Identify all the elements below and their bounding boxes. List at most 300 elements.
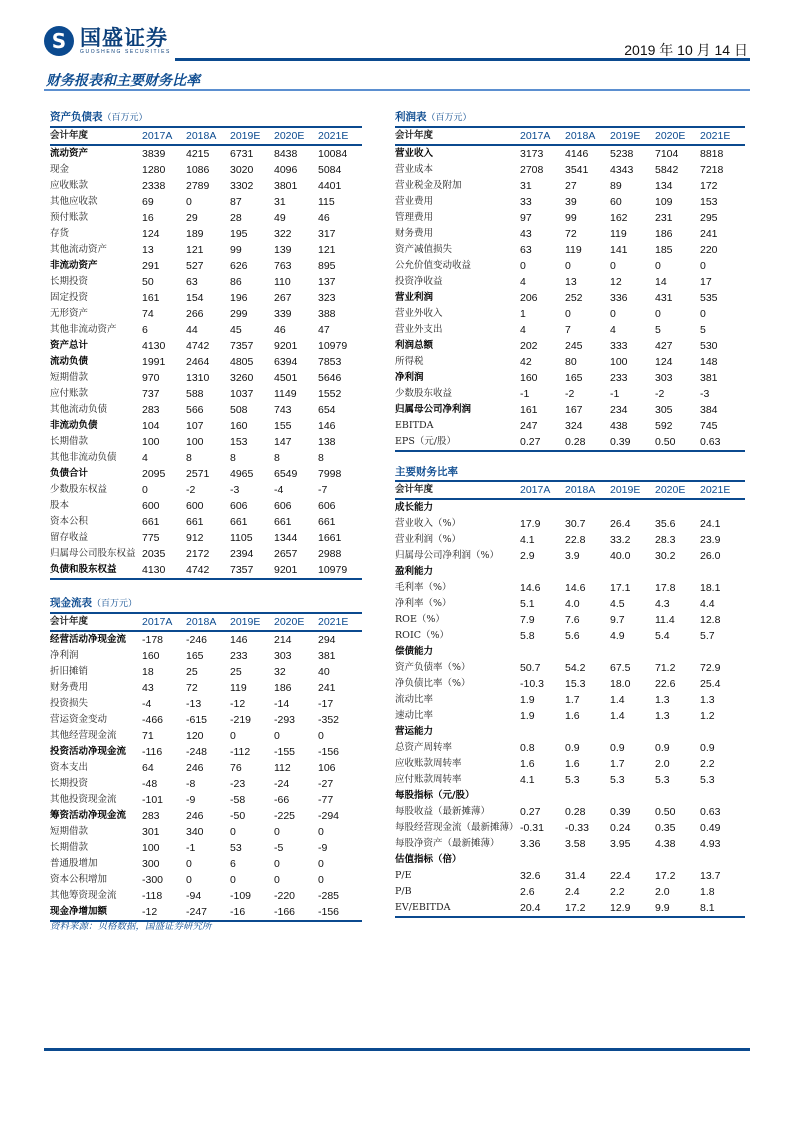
row-label: 流动负债 <box>50 356 89 367</box>
cell-value: 438 <box>610 420 628 432</box>
cell-value: 381 <box>700 372 718 384</box>
cell-value: 119 <box>610 228 627 240</box>
table-row <box>395 290 745 306</box>
cell-value: 54.2 <box>565 662 586 674</box>
table-row <box>50 744 362 760</box>
cell-value: 6731 <box>230 148 254 160</box>
cell-value: 3302 <box>230 180 254 192</box>
cell-value: 305 <box>655 404 673 416</box>
cell-value: 333 <box>610 340 628 352</box>
cell-value: 189 <box>186 228 204 240</box>
cell-value: 119 <box>565 244 582 256</box>
cell-value: 53 <box>230 842 242 854</box>
cell-value: 1.9 <box>520 694 535 706</box>
table-row <box>395 532 745 548</box>
cell-value: 0.63 <box>700 434 745 451</box>
cell-value: 146 <box>318 420 336 432</box>
table-row <box>395 145 745 162</box>
cell-value <box>520 564 565 580</box>
row-label: EV/EBITDA <box>395 900 520 917</box>
table-row <box>50 872 362 888</box>
cell-value: 33 <box>520 196 532 208</box>
row-label: 其他非流动负债 <box>50 452 117 463</box>
cell-value: 28.3 <box>655 534 676 546</box>
cell-value: 317 <box>318 228 336 240</box>
cell-value: 31 <box>520 180 532 192</box>
cell-value: 0 <box>655 260 661 272</box>
logo-en-text: GUOSHENG SECURITIES <box>80 48 171 55</box>
cell-value: 160 <box>142 650 160 662</box>
cell-value: 1.9 <box>520 710 535 722</box>
year-header: 2018A <box>565 127 610 145</box>
cell-value: 1310 <box>186 372 210 384</box>
header-label: 会计年度 <box>395 481 520 499</box>
cell-value: 427 <box>655 340 673 352</box>
cell-value: 1.2 <box>700 710 715 722</box>
cell-value: 14 <box>655 276 667 288</box>
cell-value: -4 <box>274 484 284 496</box>
cell-value: 291 <box>142 260 160 272</box>
cell-value: -23 <box>230 778 246 790</box>
cell-value <box>565 788 610 804</box>
row-label: 短期借款 <box>50 826 89 837</box>
cell-value: -155 <box>274 746 296 758</box>
cell-value: -5 <box>274 842 284 854</box>
cell-value: 303 <box>655 372 673 384</box>
table-row <box>50 482 362 498</box>
cell-value: 0 <box>700 308 706 320</box>
cell-value: 27 <box>565 180 577 192</box>
cell-value: -166 <box>274 904 318 921</box>
table-row <box>50 210 362 226</box>
cell-value <box>610 852 655 868</box>
year-header: 2020E <box>655 481 700 499</box>
row-label: 营业收入 <box>395 148 434 159</box>
row-label: 资本公积增加 <box>50 874 108 885</box>
cell-value: 2.4 <box>565 886 580 898</box>
cell-value: 3.9 <box>565 550 580 562</box>
cell-value: 72 <box>186 682 198 694</box>
row-label: 应付账款周转率 <box>395 774 462 785</box>
table-unit: （百万元） <box>426 113 472 123</box>
cell-value: 195 <box>230 228 248 240</box>
cell-value: 5842 <box>655 164 679 176</box>
row-label: 长期投资 <box>50 276 89 287</box>
table-row <box>395 194 745 210</box>
cell-value: -12 <box>230 698 246 710</box>
cell-value: 4965 <box>230 468 254 480</box>
table-row <box>50 258 362 274</box>
cell-value: 5084 <box>318 164 342 176</box>
cell-value: 3260 <box>230 372 254 384</box>
cell-value: 4805 <box>230 356 254 368</box>
cell-value: 154 <box>186 292 204 304</box>
cell-value: 2.2 <box>700 758 715 770</box>
row-label: 偿债能力 <box>395 646 434 657</box>
row-label: 少数股东收益 <box>395 388 453 399</box>
cell-value: 147 <box>274 436 292 448</box>
cell-value: 97 <box>520 212 532 224</box>
cell-value: 4146 <box>565 148 589 160</box>
cell-value: 3.36 <box>520 838 541 850</box>
cell-value: 121 <box>186 244 204 256</box>
cell-value: 7.6 <box>565 614 580 626</box>
cell-value: -8 <box>186 778 196 790</box>
year-header: 2017A <box>142 613 186 631</box>
cell-value: 49 <box>274 212 286 224</box>
cell-value: 654 <box>318 404 336 416</box>
cell-value: 161 <box>142 292 160 304</box>
cell-value: 0.9 <box>700 742 715 754</box>
cell-value <box>700 564 745 580</box>
year-header: 2018A <box>186 127 230 145</box>
cell-value: -24 <box>274 778 290 790</box>
row-label: 折旧摊销 <box>50 666 89 677</box>
cell-value: 626 <box>230 260 248 272</box>
cell-value: 4742 <box>186 340 210 352</box>
header-divider <box>175 58 750 61</box>
cell-value: 138 <box>318 436 336 448</box>
table-row <box>395 708 745 724</box>
cell-value: 22.6 <box>655 678 676 690</box>
cell-value: 1.8 <box>700 886 715 898</box>
cell-value: 86 <box>230 276 242 288</box>
cell-value: 146 <box>230 634 248 646</box>
table-row <box>50 145 362 162</box>
cell-value: 110 <box>274 276 291 288</box>
header-label: 会计年度 <box>50 127 142 145</box>
cell-value: 9.9 <box>655 900 700 917</box>
table-row <box>395 548 745 564</box>
cell-value: 0.63 <box>700 806 721 818</box>
cell-value: 0.9 <box>565 742 580 754</box>
cell-value: 4 <box>142 452 148 464</box>
cell-value: 4.3 <box>655 598 670 610</box>
cell-value: 3801 <box>274 180 298 192</box>
cell-value: 233 <box>610 372 628 384</box>
cell-value: 267 <box>274 292 292 304</box>
table-row <box>50 178 362 194</box>
table-row <box>50 434 362 450</box>
cell-value: 0.39 <box>610 806 631 818</box>
cell-value: 15.3 <box>565 678 586 690</box>
row-label: 非流动负债 <box>50 420 98 431</box>
cell-value: 220 <box>700 244 718 256</box>
cell-value: -300 <box>142 874 164 886</box>
table-row <box>395 692 745 708</box>
cell-value: 295 <box>700 212 718 224</box>
cell-value: 7998 <box>318 468 342 480</box>
cell-value: 12.8 <box>700 614 721 626</box>
cell-value: 5.3 <box>565 774 580 786</box>
table-row <box>395 724 745 740</box>
cell-value <box>520 499 565 516</box>
cell-value: 106 <box>318 762 336 774</box>
cell-value: -4 <box>142 698 152 710</box>
cell-value: 42 <box>520 356 532 368</box>
table-row <box>50 808 362 824</box>
cell-value: 186 <box>274 682 292 694</box>
cell-value: 162 <box>610 212 628 224</box>
row-label: 流动资产 <box>50 148 89 159</box>
cell-value: 72.9 <box>700 662 721 674</box>
cell-value: 566 <box>186 404 204 416</box>
cell-value <box>655 644 700 660</box>
cell-value: 300 <box>142 858 160 870</box>
cell-value: 35.6 <box>655 518 676 530</box>
row-label: 财务费用 <box>395 228 434 239</box>
cell-value: 0.35 <box>655 822 676 834</box>
cell-value: 6 <box>142 324 148 336</box>
row-label: 归属母公司净利润 <box>395 404 472 415</box>
cell-value: 72 <box>565 228 577 240</box>
cell-value: 340 <box>186 826 204 838</box>
cell-value: 148 <box>700 356 718 368</box>
cell-value: 139 <box>274 244 292 256</box>
cell-value: 1552 <box>318 388 342 400</box>
cell-value: 17.8 <box>655 582 676 594</box>
cell-value: 324 <box>565 420 583 432</box>
cell-value: 588 <box>186 388 204 400</box>
cell-value: -466 <box>142 714 164 726</box>
table-row <box>50 466 362 482</box>
row-label: 投资活动净现金流 <box>50 746 127 757</box>
logo <box>44 26 171 56</box>
table-row <box>50 888 362 904</box>
cell-value: 28 <box>230 212 242 224</box>
table-row <box>395 210 745 226</box>
row-label: ROE（%） <box>395 614 445 625</box>
cell-value: -77 <box>318 794 334 806</box>
table-title: 现金流表 <box>50 597 92 609</box>
cell-value: 104 <box>142 420 160 432</box>
cell-value: 1.7 <box>565 694 580 706</box>
cell-value: 67.5 <box>610 662 631 674</box>
table-row <box>395 258 745 274</box>
table-row <box>395 612 745 628</box>
row-label: 其他应收款 <box>50 196 98 207</box>
cell-value: 535 <box>700 292 718 304</box>
cell-value <box>565 724 610 740</box>
cell-value: 206 <box>520 292 538 304</box>
row-label: 营运资金变动 <box>50 714 108 725</box>
cell-value <box>655 852 700 868</box>
cell-value: 99 <box>565 212 577 224</box>
cell-value: 2.0 <box>655 758 670 770</box>
cell-value: 0.28 <box>565 806 586 818</box>
table-row <box>50 338 362 354</box>
cell-value: 10084 <box>318 148 348 160</box>
cell-value: -109 <box>230 890 252 902</box>
cell-value: 5.3 <box>610 774 625 786</box>
cell-value: 246 <box>186 762 204 774</box>
table-row <box>50 290 362 306</box>
cell-value: 246 <box>186 810 204 822</box>
cell-value: 0.24 <box>610 822 631 834</box>
cell-value: 31 <box>274 196 286 208</box>
table-row <box>50 354 362 370</box>
cell-value: 43 <box>520 228 532 240</box>
cell-value: 0 <box>520 260 526 272</box>
table-row <box>50 840 362 856</box>
cell-value: 26.0 <box>700 550 721 562</box>
cell-value: 0 <box>700 260 706 272</box>
cell-value: 46 <box>274 324 286 336</box>
row-label: 资产减值损失 <box>395 244 453 255</box>
row-label: 长期投资 <box>50 778 89 789</box>
cell-value: -27 <box>318 778 334 790</box>
row-label: 估值指标（倍） <box>395 854 462 865</box>
cell-value: 384 <box>700 404 718 416</box>
cell-value: 16 <box>142 212 154 224</box>
cell-value: 4 <box>520 276 526 288</box>
cell-value: 9201 <box>274 562 318 579</box>
table-row <box>50 402 362 418</box>
cell-value: 165 <box>565 372 583 384</box>
year-header: 2020E <box>655 127 700 145</box>
cell-value: 1105 <box>230 532 253 544</box>
row-label: 非流动资产 <box>50 260 98 271</box>
cell-value: 71 <box>142 730 154 742</box>
cell-value: -294 <box>318 810 340 822</box>
header-label: 会计年度 <box>50 613 142 631</box>
cell-value: 6394 <box>274 356 298 368</box>
table-row <box>395 370 745 386</box>
cell-value: 0 <box>565 308 571 320</box>
cell-value: -17 <box>318 698 334 710</box>
cell-value: 2394 <box>230 548 254 560</box>
cell-value: 4.1 <box>520 774 535 786</box>
cell-value: 1280 <box>142 164 166 176</box>
row-label: 营业税金及附加 <box>395 180 462 191</box>
cell-value: 2338 <box>142 180 166 192</box>
cell-value: -156 <box>318 904 362 921</box>
cell-value: 0 <box>610 260 616 272</box>
cell-value: 0.49 <box>700 822 721 834</box>
cell-value: 24.1 <box>700 518 721 530</box>
cell-value: 22.8 <box>565 534 586 546</box>
table-row <box>395 884 745 900</box>
row-label: 净利润 <box>395 372 424 383</box>
cell-value: 4.93 <box>700 838 721 850</box>
cell-value: -112 <box>230 746 251 758</box>
cell-value: 14.6 <box>565 582 586 594</box>
cell-value: 5.7 <box>700 630 715 642</box>
row-label: 净利率（%） <box>395 598 452 609</box>
year-header: 2018A <box>565 481 610 499</box>
cell-value <box>700 499 745 516</box>
cell-value: 0 <box>655 308 661 320</box>
table-row <box>50 514 362 530</box>
cell-value: 0 <box>274 858 280 870</box>
table-row <box>395 756 745 772</box>
row-label: 归属母公司净利润（%） <box>395 550 500 561</box>
cell-value: 0 <box>274 730 280 742</box>
row-label: 财务费用 <box>50 682 89 693</box>
cell-value: 18 <box>142 666 154 678</box>
cell-value: 3.95 <box>610 838 631 850</box>
cell-value: 18.0 <box>610 678 631 690</box>
cell-value: 2988 <box>318 548 342 560</box>
cell-value: 2708 <box>520 164 544 176</box>
cell-value: 60 <box>610 196 622 208</box>
cell-value: 1149 <box>274 388 297 400</box>
cell-value: -1 <box>610 388 620 400</box>
table-title-row <box>50 109 362 127</box>
cell-value <box>565 499 610 516</box>
cell-value: 47 <box>318 324 330 336</box>
cell-value: 5 <box>655 324 661 336</box>
table-row <box>50 728 362 744</box>
row-label: 净利润 <box>50 650 79 661</box>
table-row <box>50 792 362 808</box>
year-header: 2021E <box>318 613 362 631</box>
cell-value: 6 <box>230 858 236 870</box>
row-label: 管理费用 <box>395 212 434 223</box>
cell-value: 64 <box>142 762 154 774</box>
table-row <box>395 868 745 884</box>
cell-value: -247 <box>186 904 230 921</box>
cell-value: 661 <box>318 516 336 528</box>
cell-value: -9 <box>186 794 196 806</box>
cell-value: 745 <box>700 420 718 432</box>
cell-value: 323 <box>318 292 336 304</box>
cell-value: 22.4 <box>610 870 631 882</box>
row-label: 应收账款 <box>50 180 89 191</box>
table-row <box>50 546 362 562</box>
cell-value: 4.38 <box>655 838 676 850</box>
cell-value: 50 <box>142 276 154 288</box>
cell-value: 266 <box>186 308 204 320</box>
cell-value: 661 <box>186 516 204 528</box>
cell-value: 241 <box>318 682 336 694</box>
cell-value: 23.9 <box>700 534 721 546</box>
cell-value: 2.6 <box>520 886 535 898</box>
cell-value: 80 <box>565 356 577 368</box>
table-row <box>50 562 362 579</box>
cell-value: 17.2 <box>655 870 676 882</box>
row-label: 营业外收入 <box>395 308 443 319</box>
balance-sheet-table <box>50 109 362 580</box>
cell-value: 46 <box>318 212 330 224</box>
header-label: 会计年度 <box>395 127 520 145</box>
footer-divider <box>44 1048 750 1051</box>
cell-value: 100 <box>142 842 160 854</box>
cell-value: 5.6 <box>565 630 580 642</box>
cell-value <box>610 644 655 660</box>
cell-value: 0 <box>274 874 280 886</box>
table-row <box>395 322 745 338</box>
cell-value: 4501 <box>274 372 298 384</box>
cell-value: -12 <box>142 904 186 921</box>
cell-value: 339 <box>274 308 292 320</box>
cell-value: 26.4 <box>610 518 631 530</box>
cell-value <box>520 788 565 804</box>
cell-value: 0 <box>186 874 192 886</box>
row-label: ROIC（%） <box>395 630 449 641</box>
cell-value: 1.7 <box>610 758 625 770</box>
table-row <box>395 788 745 804</box>
cell-value: -0.31 <box>520 822 544 834</box>
cell-value: 5238 <box>610 148 634 160</box>
cell-value: 592 <box>655 420 673 432</box>
cell-value: 107 <box>186 420 204 432</box>
table-row <box>395 596 745 612</box>
cell-value: -2 <box>186 484 196 496</box>
table-header-row <box>395 127 745 145</box>
cell-value: 109 <box>655 196 673 208</box>
cell-value <box>520 852 565 868</box>
